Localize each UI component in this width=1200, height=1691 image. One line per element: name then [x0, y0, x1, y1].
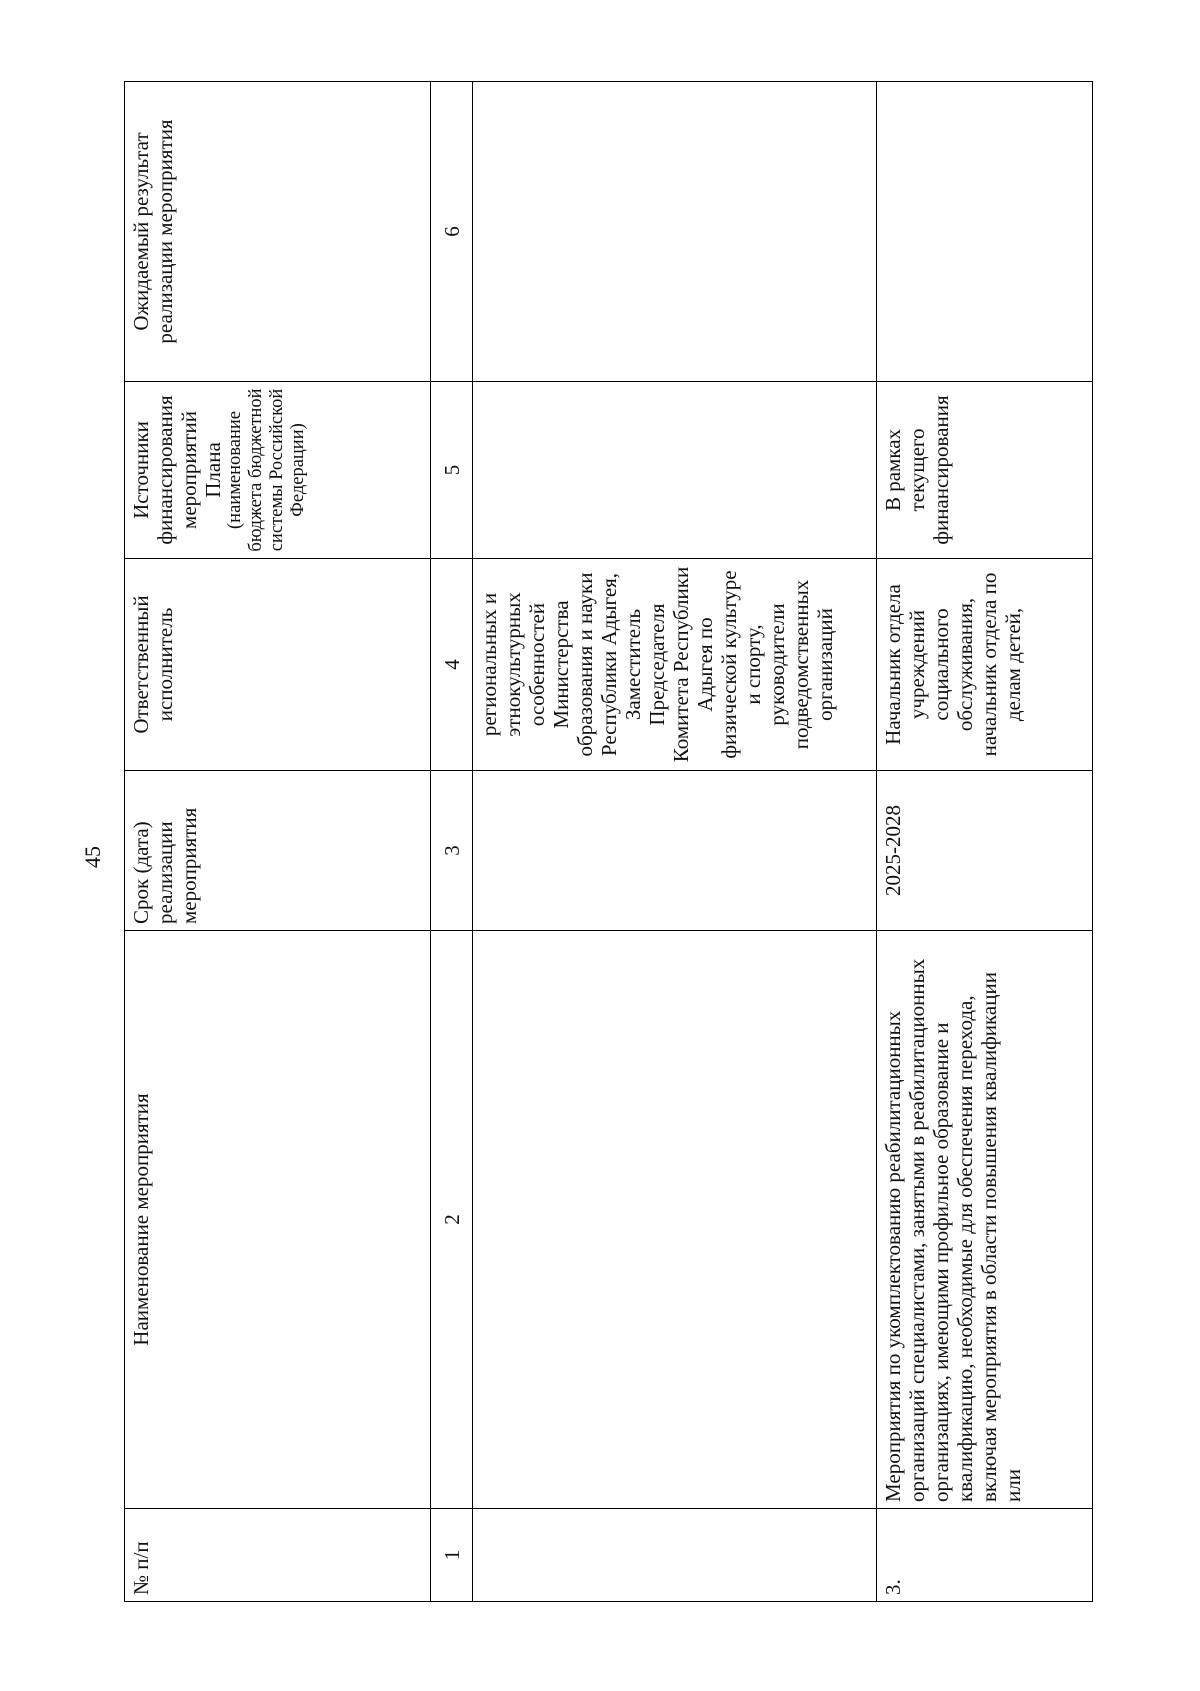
- header-sources-title: Источники финансирования мероприятий Плана: [129, 395, 225, 545]
- page-number: 45: [80, 846, 105, 868]
- cell-name: [473, 931, 877, 1509]
- cell-term: [473, 771, 877, 931]
- cell-sources: В рамках текущего финансирования: [877, 382, 1093, 559]
- header-result: Ожидаемый результат реализации мероприятия: [125, 82, 431, 382]
- item-row: [877, 82, 1093, 1602]
- column-number: 2: [431, 931, 473, 1509]
- plan-table: [124, 81, 1093, 1602]
- rotated-table-wrapper: [124, 82, 1092, 1602]
- header-executor: Ответственный исполнитель: [125, 559, 431, 771]
- cell-result: [473, 82, 877, 382]
- column-numbers-row: [431, 82, 473, 1602]
- cell-name: Мероприятия по укомплектованию реабилитационных организаций специалистами, занятыми в реабилитационных организациях, имеющими профильное образование и квалификацию, необходимые для обеспечения перехода, включая мероприятия в области повышения квалификации или: [877, 931, 1093, 1509]
- cell-executor: региональных и этнокультурных особенностей Министерства образования и науки Республики Адыгея, Заместитель Председателя Комитета Республики Адыгея по физической культуре и спорту, руководители подведомственных организаций: [473, 559, 877, 771]
- cell-result: [877, 82, 1093, 382]
- column-number: 3: [431, 771, 473, 931]
- cell-term: 2025-2028: [877, 771, 1093, 931]
- cell-num: 3.: [877, 1509, 1093, 1602]
- header-term: Срок (дата) реализации мероприятия: [125, 771, 431, 931]
- column-number: 1: [431, 1509, 473, 1602]
- header-sources: [125, 382, 431, 559]
- cell-num: [473, 1509, 877, 1602]
- continuation-row: [473, 82, 877, 1602]
- header-name: Наименование мероприятия: [125, 931, 431, 1509]
- header-num: № п/п: [125, 1509, 431, 1602]
- header-sources-note: (наименование бюджета бюджетной системы Российской Федерации): [225, 388, 308, 552]
- column-number: 5: [431, 382, 473, 559]
- cell-sources: [473, 382, 877, 559]
- cell-executor: Начальник отдела учреждений социального обслуживания, начальник отдела по делам детей,: [877, 559, 1093, 771]
- column-number: 6: [431, 82, 473, 382]
- header-row: [125, 82, 431, 1602]
- column-number: 4: [431, 559, 473, 771]
